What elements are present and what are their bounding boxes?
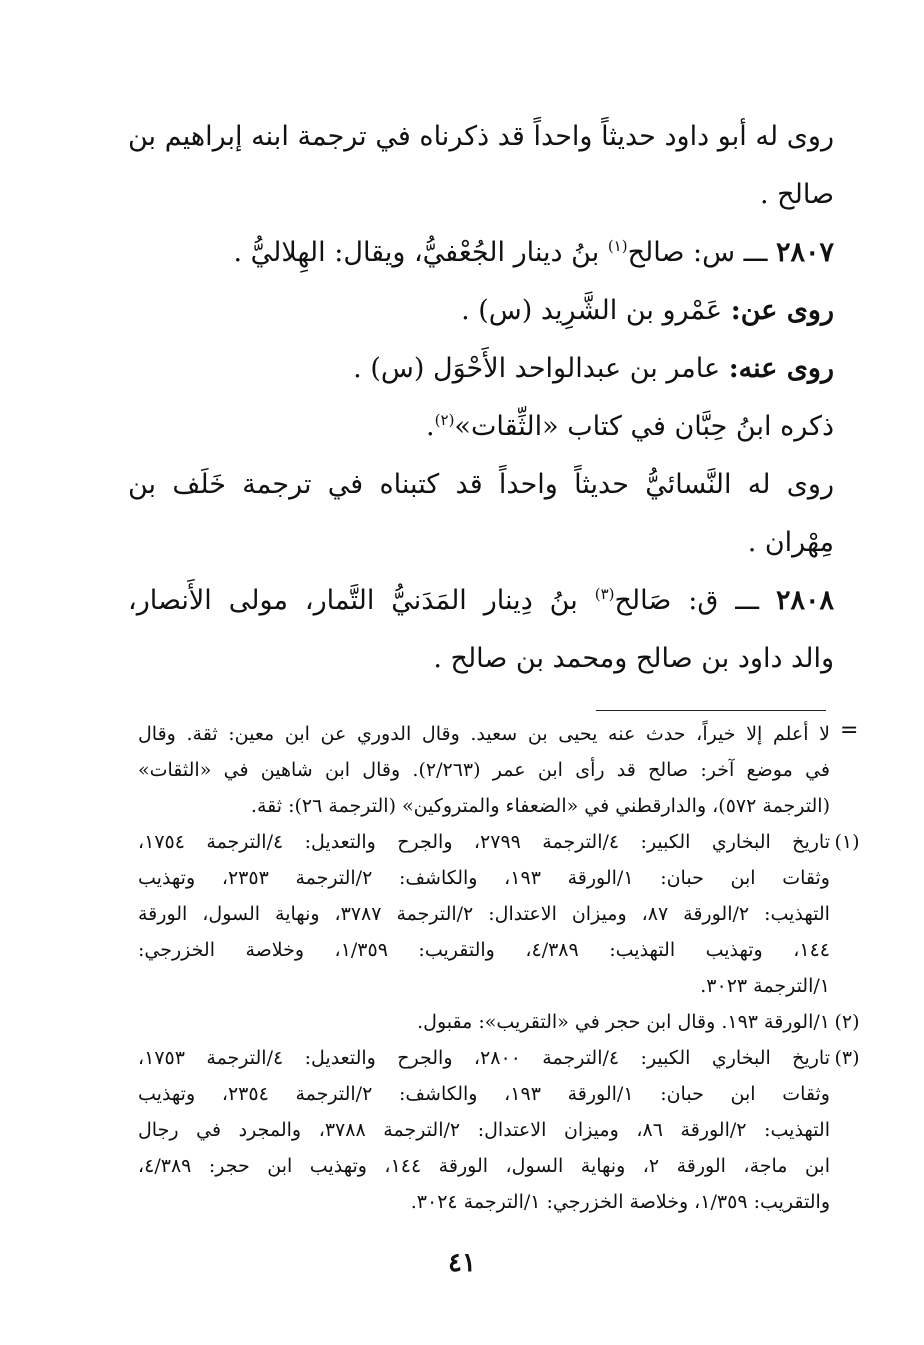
footnote-line: وثقات ابن حبان: ١/الورقة ١٩٣، والكاشف: ٢/الترجمة ٢٣٥٣، وتهذيب [138,867,830,889]
thiqat-line [128,398,834,456]
footnote-1 [138,824,860,1004]
entry-name-rest: بنُ دِينار المَدَنيُّ التَّمار، مولى الأَنصار، [128,585,578,616]
footnote-ref: (٢) [434,411,455,429]
narrated-from-label: روى عن: [730,295,834,326]
footnote-line: ابن ماجة، الورقة ٢، ونهاية السول، الورقة ١٤٤، وتهذيب ابن حجر: ٤/٣٨٩، [138,1155,830,1177]
entry-2808-heading [128,572,834,630]
narrated-by-text: عامر بن عبدالواحد الأَحْوَل (س) . [353,353,721,384]
footnote-line: في موضع آخر: صالح قد رأى ابن عمر (٢/٢٦٣). وقال ابن شاهين في «الثقات» [138,759,830,781]
narrated-by-line [128,340,834,398]
text-line: صالح . [760,179,834,210]
footnote-line: تاريخ البخاري الكبير: ٤/الترجمة ٢٧٩٩، والجرح والتعديل: ٤/الترجمة ١٧٥٤، [138,831,830,853]
footnote-ref: (٣) [594,585,615,603]
text-line: والد داود بن صالح ومحمد بن صالح . [433,643,834,674]
thiqat-end: . [426,411,435,442]
footnote-line: والتقريب: ١/٣٥٩، وخلاصة الخزرجي: ١/الترجمة ٣٠٢٤. [410,1191,830,1213]
footnote-line: (الترجمة ٥٧٢)، والدارقطني في «الضعفاء والمتروكين» (الترجمة ٢٦): ثقة. [250,795,830,817]
footnote-line: ١/الترجمة ٣٠٢٣. [700,975,830,997]
entry-symbol: ق: [688,585,719,616]
footnote-continuation [138,716,830,824]
entry-number: ٢٨٠٧ [775,237,834,268]
footnote-line: لا أعلم إلا خيراً، حدث عنه يحيى بن سعيد. وقال الدوري عن ابن معين: ثقة. وقال [138,723,830,745]
footnote-marker: (٣) [834,1047,860,1069]
footnote-marker: (١) [834,831,860,853]
footnote-line: تاريخ البخاري الكبير: ٤/الترجمة ٢٨٠٠، والجرح والتعديل: ٤/الترجمة ١٧٥٣، [138,1047,830,1069]
text-line: مِهْران . [747,527,834,558]
footnote-line: التهذيب: ٢/الورقة ٨٧، وميزان الاعتدال: ٢/الترجمة ٣٧٨٧، ونهاية السول، الورقة [138,903,830,925]
footnote-line: ١/الورقة ١٩٣. وقال ابن حجر في «التقريب»: مقبول. [417,1011,830,1033]
entry-number: ٢٨٠٨ [776,585,834,616]
footnote-3 [138,1040,860,1220]
narrated-from-text: عَمْرو بن الشَّرِيد (س) . [461,295,723,326]
entry-name-rest: بنُ دينار الجُعْفيُّ، ويقال: الهِلاليُّ . [233,237,600,268]
continuation-marker: = [840,718,859,743]
footnote-marker: (٢) [834,1011,860,1033]
footnotes [138,716,860,1220]
page-number: ٤١ [448,1248,476,1278]
text-line: روى له النَّسائيُّ حديثاً واحداً قد كتبناه في ترجمة خَلَف بن [128,469,834,500]
entry-symbol: س: [693,237,736,268]
footnote-divider [596,710,826,711]
main-text [128,108,834,688]
text-line: روى له أبو داود حديثاً واحداً قد ذكرناه في ترجمة ابنه إبراهيم بن [128,121,834,152]
footnote-2 [138,1004,860,1040]
footnote-line: ١٤٤، وتهذيب التهذيب: ٤/٣٨٩، والتقريب: ١/٣٥٩، وخلاصة الخزرجي: [138,939,830,961]
thiqat-text: ذكره ابنُ حِبَّان في كتاب «الثِّقات» [454,411,834,442]
entry-separator: ـــ [743,237,768,268]
footnote-ref: (١) [607,237,628,255]
entry-separator: ـــ [735,585,760,616]
entry-name: صالح [627,237,685,268]
entry-name: صَالح [614,585,672,616]
footnote-line: وثقات ابن حبان: ١/الورقة ١٩٣، والكاشف: ٢/الترجمة ٢٣٥٤، وتهذيب [138,1083,830,1105]
entry-2807-heading [128,224,834,282]
narrated-by-label: روى عنه: [728,353,834,384]
footnote-line: التهذيب: ٢/الورقة ٨٦، وميزان الاعتدال: ٢/الترجمة ٣٧٨٨، والمجرد في رجال [138,1119,830,1141]
narrated-from-line [128,282,834,340]
